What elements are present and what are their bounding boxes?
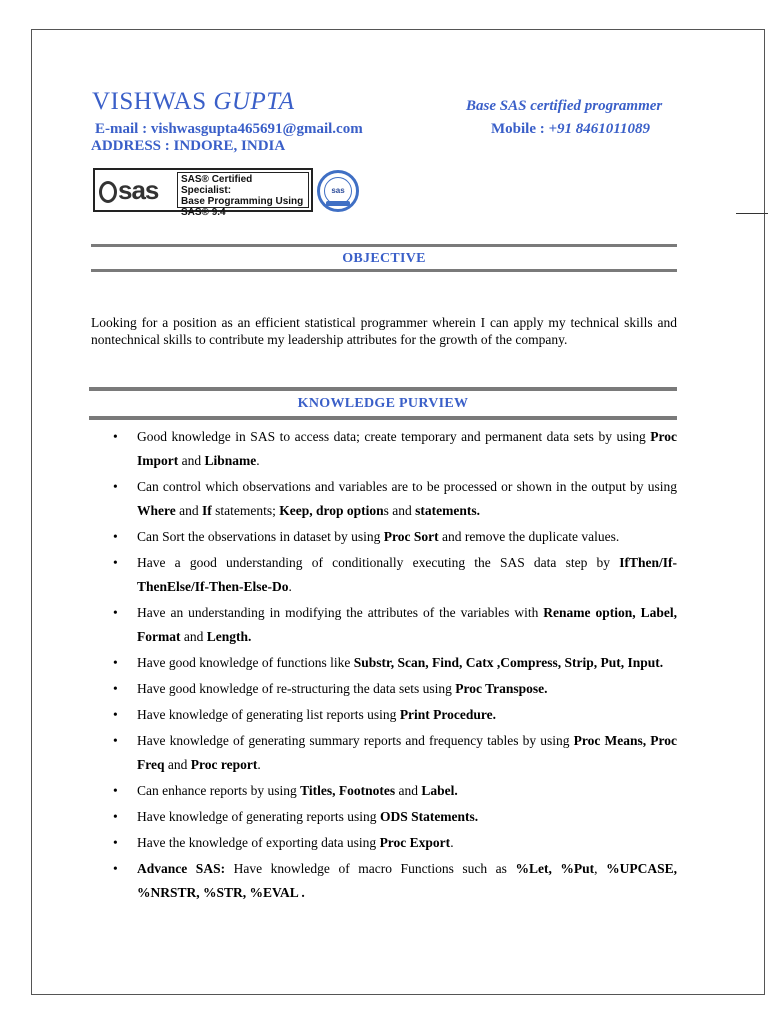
knowledge-item-bold-text: Rename option, Label, Format [137,605,677,644]
knowledge-item [91,857,677,905]
knowledge-item [91,601,677,649]
knowledge-item-text: and [175,503,202,518]
knowledge-item-bold-text: Libname [204,453,257,468]
sas-logo-text: sas [118,175,159,205]
knowledge-item [91,475,677,523]
sas-swirl-icon [99,181,117,203]
email-line [95,121,363,138]
knowledge-item-text: Have knowledge of macro Functions such as [225,861,516,876]
knowledge-item-text: and remove the duplicate values. [438,529,620,544]
knowledge-list [91,425,677,907]
seal-text: sas [324,177,352,205]
knowledge-item-bold-text: Substr, Scan, Find, Catx ,Compress, Strip, Put, Input. [353,655,664,670]
cert-line-1: SAS® Certified Specialist: [181,174,253,196]
knowledge-item-bold-text: IfThen/If-ThenElse/If-Then-Else-Do [137,555,677,594]
knowledge-item-bold-text: Print Procedure. [399,707,497,722]
knowledge-item-bold-text: Proc Import [137,429,677,468]
knowledge-item [91,425,677,473]
email-value[interactable]: vishwasgupta465691@gmail.com [150,121,363,137]
first-name: VISHWAS [92,88,214,115]
rule-bottom [91,269,677,272]
knowledge-item [91,525,677,549]
mobile-value: +91 8461011089 [548,121,650,137]
address-value: INDORE, INDIA [173,138,286,154]
email-label: E-mail : [95,121,151,137]
rule-top [89,387,677,391]
knowledge-item [91,551,677,599]
rule-top [91,244,677,247]
knowledge-item-bold-text: Proc Means, Proc Freq [137,733,678,772]
knowledge-item [91,703,677,727]
cert-line-3: SAS® 9.4 [181,207,226,218]
knowledge-item-bold-text: Proc report [190,757,258,772]
cert-line-2: Base Programming Using [181,196,304,207]
mobile-label: Mobile : [491,121,549,137]
knowledge-item-text: Can Sort the observations in dataset by using [137,529,384,544]
knowledge-item-text: Have a good understanding of conditionally executing the SAS data step by [137,555,620,570]
knowledge-item-text: . [257,757,261,772]
knowledge-item [91,805,677,829]
knowledge-header [89,387,677,421]
knowledge-item-bold-text: ODS Statements. [379,809,479,824]
knowledge-item-text: and [180,629,207,644]
knowledge-item-text: Have an understanding in modifying the attributes of the variables with [137,605,544,620]
rule-bottom [89,416,677,420]
knowledge-item-bold-text: %Let, %Put [515,861,595,876]
knowledge-item-text: Can control which observations and variables are to be processed or shown in the output by using [137,479,677,494]
tagline: Base SAS certified programmer [466,98,663,114]
knowledge-item [91,831,677,855]
knowledge-item-text: . [450,835,454,850]
knowledge-item-text: Have knowledge of generating summary reports and frequency tables by using [137,733,574,748]
knowledge-item [91,729,677,777]
badge-frame [93,168,313,218]
seal-ribbon [326,201,350,206]
knowledge-item-bold-text: Where [137,503,176,518]
knowledge-item-bold-text: Proc Transpose. [455,681,548,696]
sas-certified-seal-icon [317,170,359,212]
knowledge-item-text: Have the knowledge of exporting data using [137,835,380,850]
knowledge-item-bold-text: Proc Sort [383,529,439,544]
knowledge-item-text: and [164,757,191,772]
knowledge-item-bold-text: Titles, Footnotes [300,783,396,798]
candidate-name [92,88,295,116]
knowledge-item [91,677,677,701]
knowledge-item-text: and [178,453,205,468]
knowledge-item-bold-text: Advance SAS: [137,861,226,876]
knowledge-item-text: Have good knowledge of functions like [137,655,354,670]
address-line [91,138,285,155]
last-name: GUPTA [213,88,295,115]
knowledge-item-bold-text: statements. [415,503,481,518]
knowledge-item-text: . [288,579,292,594]
knowledge-item-bold-text: %UPCASE, %NRSTR, %STR, %EVAL . [137,861,677,900]
objective-text: Looking for a position as an efficient statistical programmer wherein I can apply my technical skills and nontechnical skills to contribute my leadership attributes for the growth of the company. [91,315,677,347]
address-label: ADDRESS : [91,138,174,154]
knowledge-item-bold-text: Proc Export [379,835,451,850]
knowledge-item [91,651,677,675]
knowledge-title: KNOWLEDGE PURVIEW [297,396,469,411]
knowledge-item-text: Have knowledge of generating reports using [137,809,380,824]
objective-header [91,244,677,274]
knowledge-item [91,779,677,803]
certification-text [177,172,309,218]
knowledge-item-text: statements; [211,503,280,518]
knowledge-item-text: s and [383,503,416,518]
knowledge-item-bold-text: If [202,503,212,518]
knowledge-item-bold-text: Keep, drop option [279,503,384,518]
knowledge-item-bold-text: Label. [421,783,458,798]
sas-logo [99,174,158,206]
objective-title: OBJECTIVE [342,251,426,266]
knowledge-item-text: Have good knowledge of re-structuring the data sets using [137,681,456,696]
knowledge-item-text: , [594,861,607,876]
divider-line [736,213,768,214]
knowledge-item-bold-text: Length. [206,629,252,644]
mobile-line [491,121,650,138]
knowledge-item-text: Can enhance reports by using [137,783,301,798]
knowledge-item-text: . [256,453,260,468]
sas-certification-badge [93,168,361,216]
knowledge-item-text: Good knowledge in SAS to access data; create temporary and permanent data sets by using [137,429,651,444]
knowledge-item-text: Have knowledge of generating list reports using [137,707,400,722]
knowledge-item-text: and [395,783,422,798]
